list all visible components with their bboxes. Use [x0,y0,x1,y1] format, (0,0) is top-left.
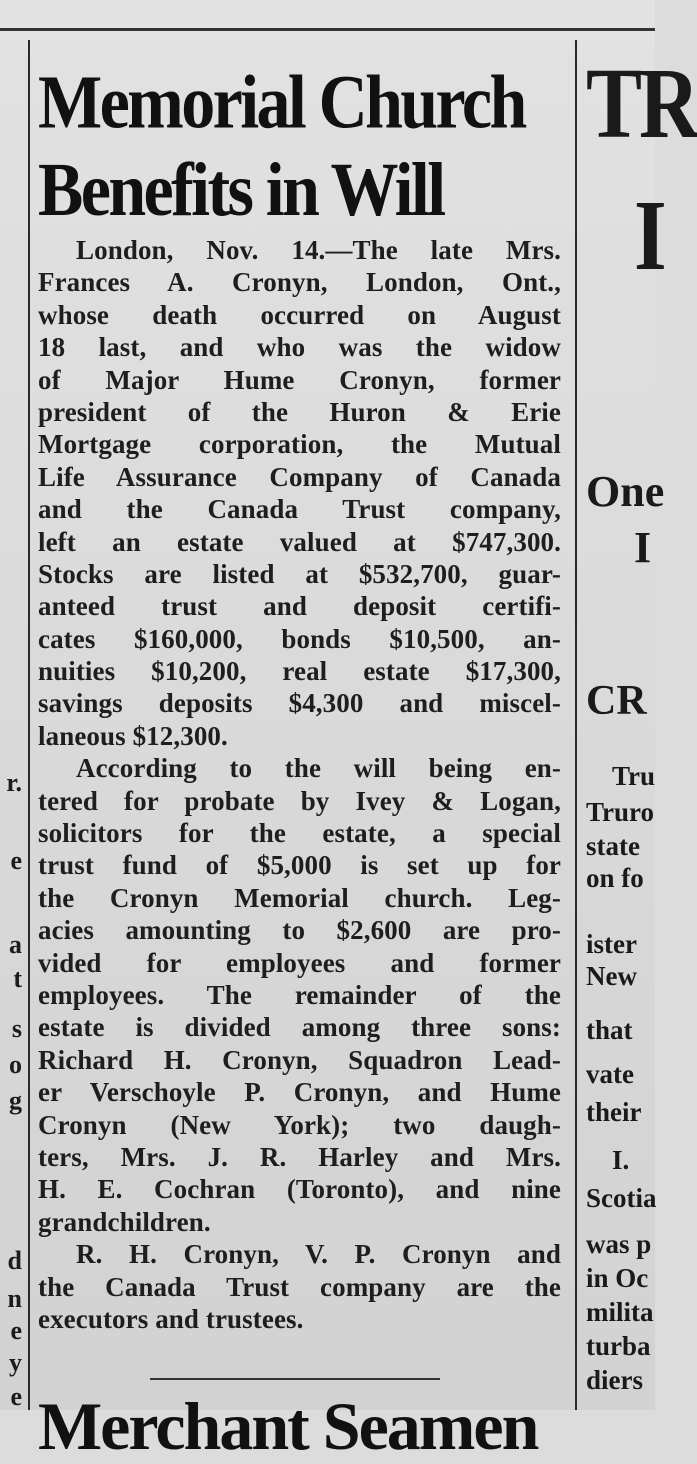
left-fragment: a [9,930,22,959]
text-line: of Major Hume Cronyn, former [38,364,561,395]
text-line: left an estate valued at $747,300. [38,526,561,557]
text-line: acies amounting to $2,600 are pro- [38,915,561,946]
text-line: 18 last, and who was the widow [38,332,561,363]
right-subhead-fragment: CR [586,678,647,724]
text-line: whose death occurred on August [38,299,561,330]
paragraph-3 [38,1238,561,1335]
article-end-rule [150,1378,440,1380]
right-body-fragment: ister [586,929,637,959]
text-line: According to the will being en- [76,753,561,784]
next-article-headline [38,1388,558,1464]
left-fragment: s [11,1014,22,1043]
text-line: president of the Huron & Erie [38,396,561,427]
right-body-fragment: Truro [586,797,655,827]
next-headline-text: Merchant Seamen [38,1388,538,1464]
text-line: laneous $12,300. [38,720,228,751]
text-line: Cronyn (New York); two daugh- [38,1109,561,1140]
text-line: Life Assurance Company of Canada [38,461,561,492]
right-neighbour-column [582,0,697,1410]
text-line: Richard H. Cronyn, Squadron Lead- [38,1044,561,1075]
right-column-rule [575,40,577,1410]
text-line: tered for probate by Ivey & Logan, [38,785,561,816]
right-body-fragment: state [586,831,640,861]
right-headline-fragment: I [634,180,667,292]
paragraph-1 [38,234,561,752]
text-line: cates $160,000, bonds $10,500, an- [38,623,561,654]
left-column-rule [28,40,30,1410]
text-line: H. E. Cochran (Toronto), and nine [38,1174,561,1205]
text-line: employees. The remainder of the [38,979,561,1010]
text-line: solicitors for the estate, a special [38,818,561,849]
left-fragment: e [10,1382,22,1411]
headline-line: Memorial Church [38,59,525,145]
right-body-fragment: that [586,1015,633,1045]
right-headline-fragment: TR [586,48,697,160]
right-body-fragment: turba [586,1331,651,1361]
right-body-fragment: diers [586,1365,643,1395]
text-line: ters, Mrs. J. R. Harley and Mrs. [38,1141,561,1172]
text-line: anteed trust and deposit certifi- [38,591,561,622]
left-fragment: n [7,1284,22,1313]
left-fragment: t [13,964,22,993]
text-line: London, Nov. 14.—The late Mrs. [76,235,561,265]
text-line: trust fund of $5,000 is set up for [38,850,561,881]
left-neighbour-column [0,0,26,1410]
right-body-fragment: their [586,1097,642,1127]
right-body-fragment: in Oc [586,1263,649,1293]
text-line: er Verschoyle P. Cronyn, and Hume [38,1077,561,1108]
top-rule [0,28,655,31]
text-line: Mortgage corporation, the Mutual [38,429,561,460]
left-fragment: y [9,1348,22,1377]
text-line: the Canada Trust company are the [38,1271,561,1302]
article-body [38,234,561,1335]
text-line: the Cronyn Memorial church. Leg- [38,882,561,913]
article [38,58,561,1334]
left-fragment: g [9,1086,22,1115]
text-line: vided for employees and former [38,947,561,978]
left-fragment: r. [6,768,22,797]
text-line: Stocks are listed at $532,700, guar- [38,558,561,589]
text-line: grandchildren. [38,1206,211,1237]
right-body-fragment: milita [586,1297,654,1327]
headline [38,58,561,233]
right-body-fragment: was p [586,1229,652,1259]
right-body-fragment: Scotia [586,1183,657,1213]
text-line: R. H. Cronyn, V. P. Cronyn and [76,1239,561,1270]
text-line: and the Canada Trust company, [38,494,561,525]
right-body-fragment: I. [612,1145,630,1175]
text-line: nuities $10,200, real estate $17,300, [38,656,561,687]
right-subhead-fragment: I [634,523,652,572]
headline-line: Benefits in Will [38,146,444,232]
left-fragment: o [9,1050,22,1079]
right-body-fragment: New [586,961,637,991]
right-body-fragment: vate [586,1059,634,1089]
right-subhead-fragment: One [586,467,665,516]
text-line: estate is divided among three sons: [38,1012,561,1043]
paragraph-2 [38,752,561,1238]
left-fragment: e [10,1316,22,1345]
left-fragment: d [7,1246,22,1275]
right-body-fragment: Tru [612,761,656,791]
right-body-fragment: on fo [586,863,644,893]
text-line: savings deposits $4,300 and miscel- [38,688,561,719]
text-line: Frances A. Cronyn, London, Ont., [38,267,561,298]
text-line: executors and trustees. [38,1303,304,1334]
left-fragment: e [10,846,22,875]
